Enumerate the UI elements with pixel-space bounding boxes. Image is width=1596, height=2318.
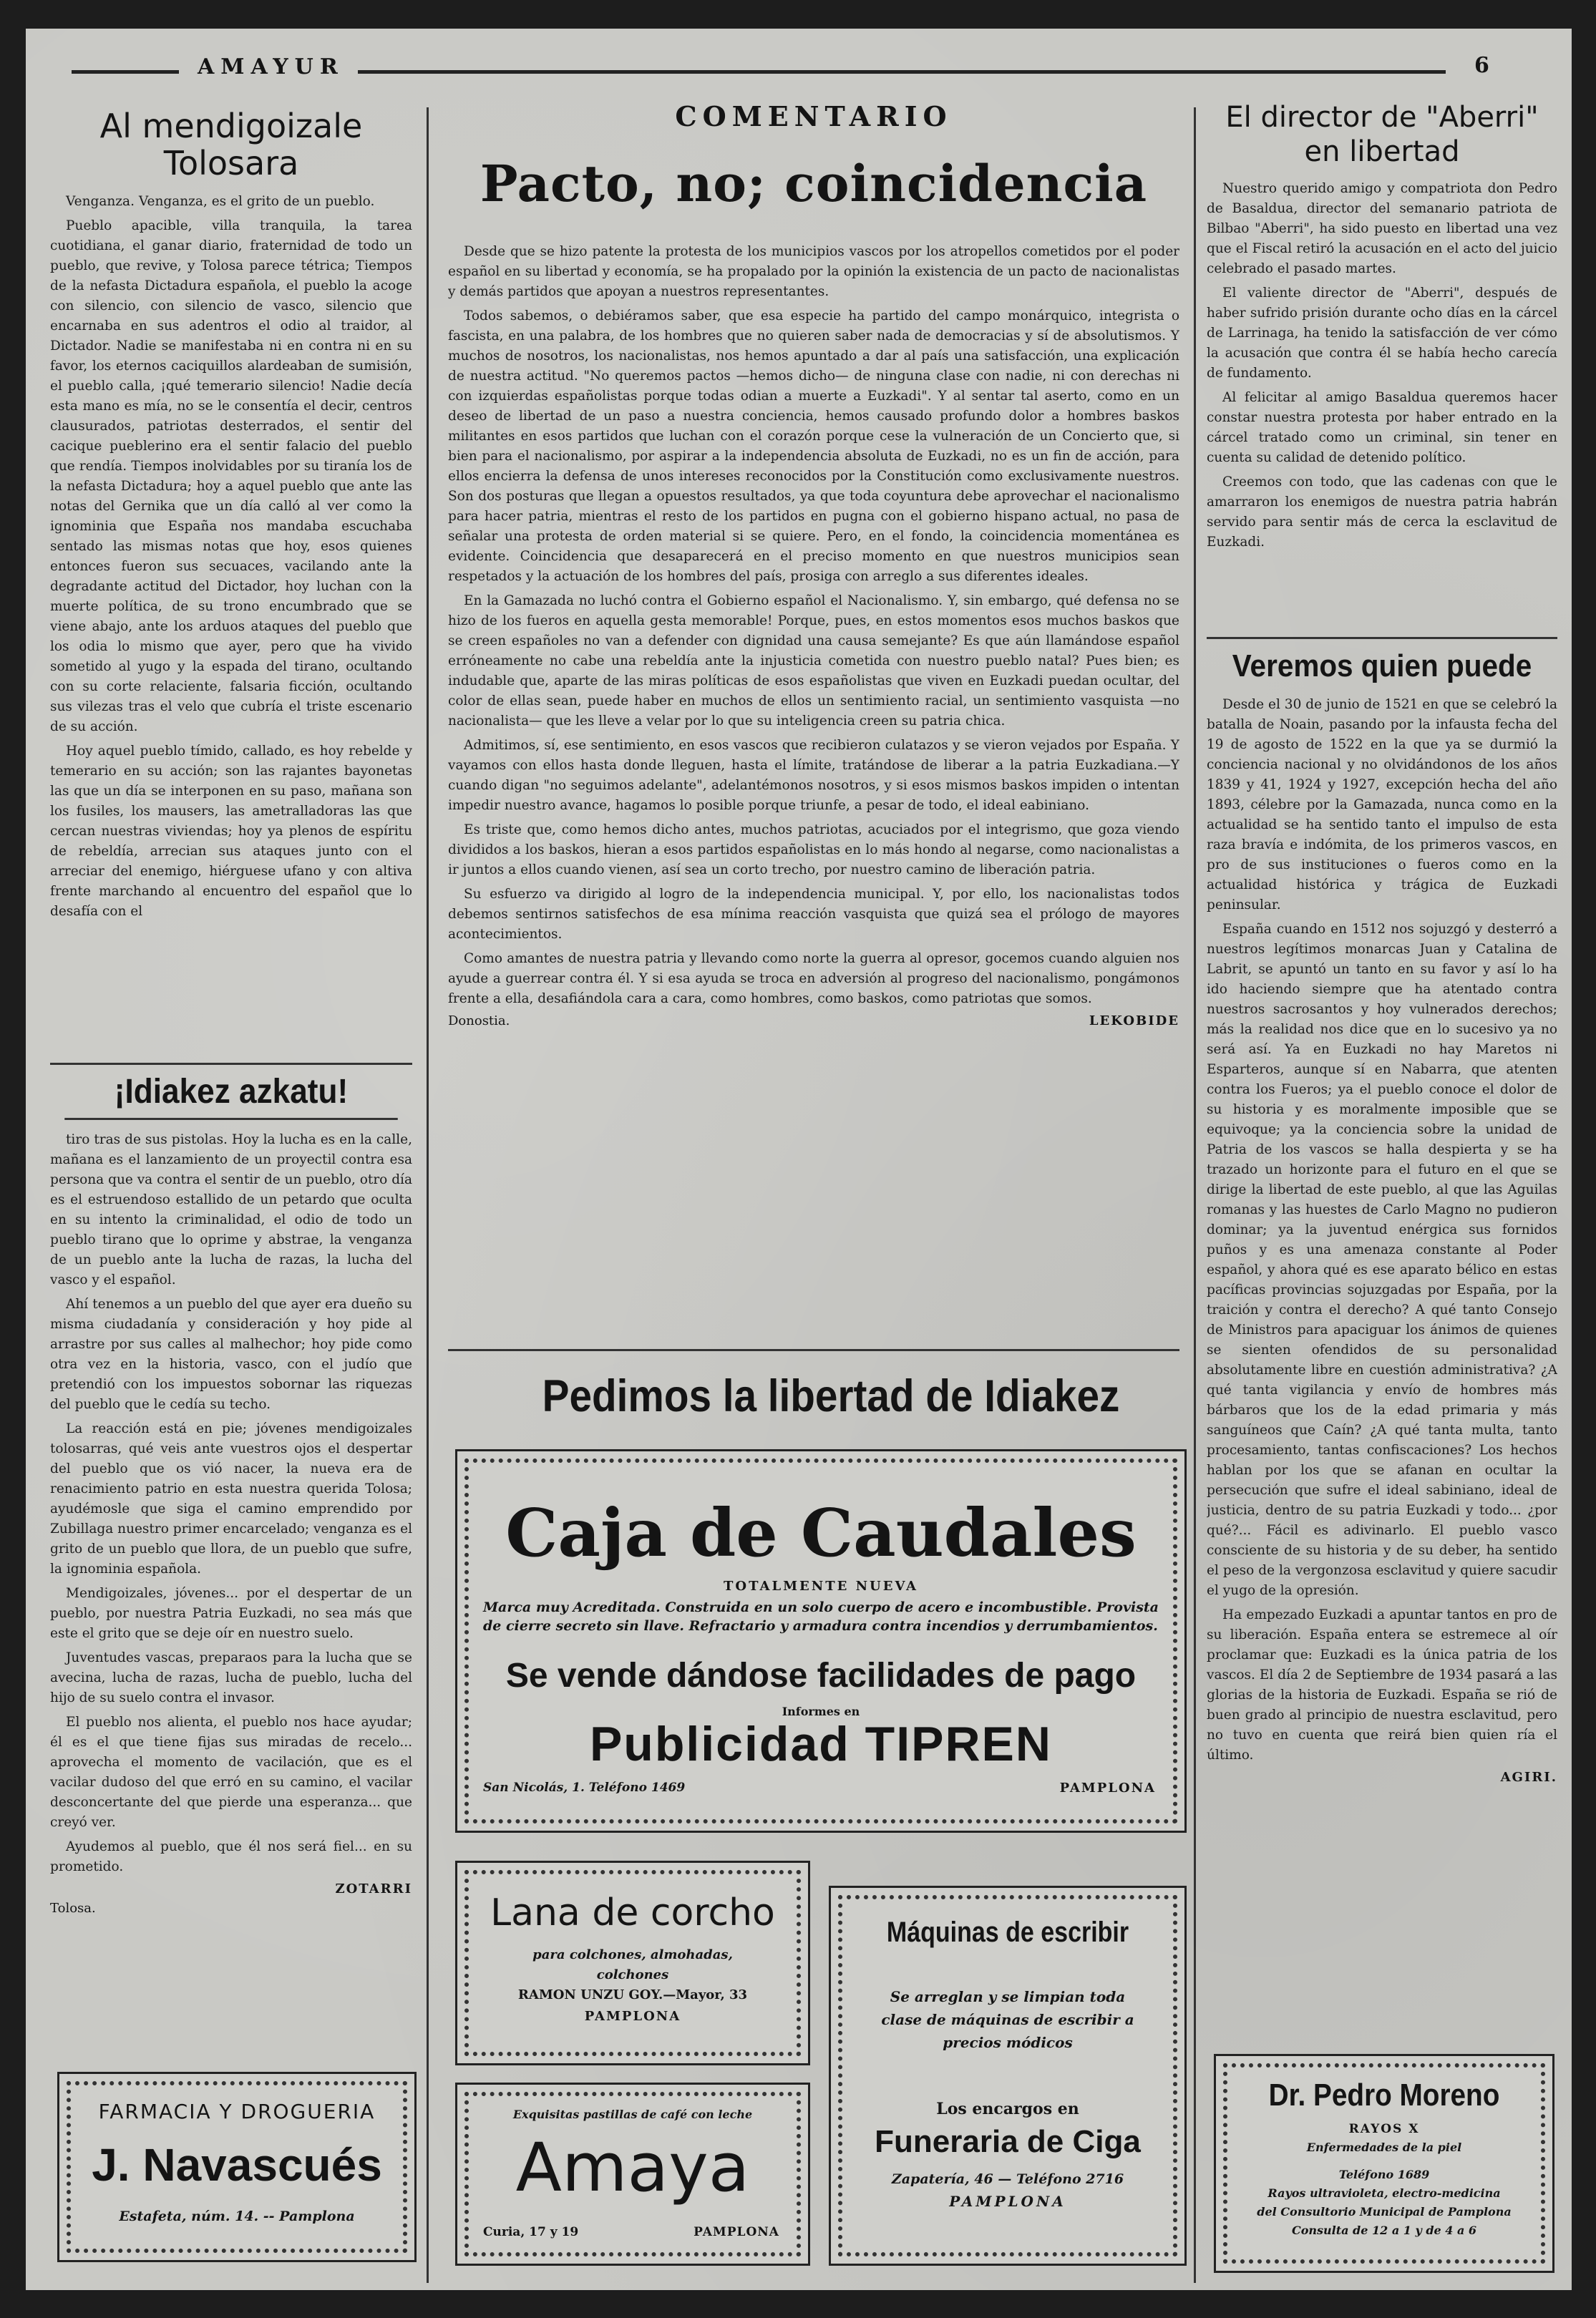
article-paragraph: España cuando en 1512 nos sojuzgó y desterró a nuestros legítimos monarcas Juan y Catalina de Labrit, se apuntó un tanto en su favor y así lo ha ido haciendo siempre que ha atentado contra nuestros sacrosantos y hoy vulnerados derechos; más la realidad nos dice que en lo sucesivo ya no será así. Ya en Euzkadi no hay Maretos ni Esparteros, aunque sí en Nabarra, que atenten contra los Fueros; ya el pueblo conoce el dolor de su historia y es moralmente imposible que se equivoque; ya la conciencia sobre la unidad de Patria de los vascos se halla despierta y se ha trazado un horizonte para el futuro en el que se dirige la libertad de este pueblo, al que las Aguilas romanas y las huestes de Carlo Magno no pudieron dominar; ya la juventud enérgica sus fornidos puños y es una amenaza constante al Poder español, y ahora qué es ese aparato bélico en estas pacíficas provincias sojuzgadas por España, por la traición y contra el derecho? A qué tanto Consejo de Ministros para apaciguar los ánimos de quienes se sienten ofendidos de su personalidad absolutamente libre en cuestión administrativa? ¿A qué tanta vigilancia y envío de hombres más bárbaros que los de la edad primaria y más sanguíneos que Caín? ¿A qué tanta multa, tanto procesamiento, tantas confiscaciones? Los hechos hablan por los que se afanan en ocultar la persecución que sufre el ideal sabiniano, ideal de justicia, dentro de su patria Euzkadi y todo... ¿por qué?... Fácil es adivinarlo. El pueblo vasco consciente de su historia y de su deber, ha sentido el peso de la vergonzosa esclavitud y quiere sacudir el yugo de la opresión. xyxy=(1207,922,1557,1598)
ad-line: del Consultorio Municipal de Pamplona xyxy=(1257,2205,1512,2219)
article-signature: AGIRI. xyxy=(1500,1770,1557,1785)
ad-city: PAMPLONA xyxy=(1059,1781,1156,1796)
ad-brand: Publicidad TIPREN xyxy=(589,1717,1053,1771)
page-number: 6 xyxy=(1474,53,1489,78)
masthead-rule-right xyxy=(358,70,1446,74)
article-comentario xyxy=(448,100,1179,1317)
article-paragraph: Desde el 30 de junio de 1521 en que se celebró la batalla de Noain, pasando por la infausta fecha del 19 de agosto de 1522 en la que ya se durmió la conciencia nacional y no olvidándonos de los años 1839 y 41, 1924 y 1927, excepción hecha del año 1893, célebre por la Gamazada, nunca como en la actualidad se ha sentido tanto el impulso de esta raza bravía e indómita, de los primeros vascos, en pro de sus instituciones o fueros como en la actualidad histórica y trágica de Euzkadi peninsular. xyxy=(1207,697,1557,912)
article-paragraph: Es triste que, como hemos dicho antes, muchos patriotas, acuciados por el integrismo, que goza viendo divididos a los baskos, hieran a esos partidos españolistas en lo más hondo al negarse, como nacionalistas a ir juntos a ellos cuando vienen, así sea un corto trecho, por nuestro camino de liberación patria. xyxy=(448,822,1179,877)
ad-line: RAYOS X xyxy=(1348,2122,1420,2136)
article-paragraph: Desde que se hizo patente la protesta de los municipios vascos por los atropellos cometidos por el poder español en su libertad y economía, se ha propalado por la opinión la existencia de un pacto de nacionalistas y demás partidos que apoyan a nuestros representantes. xyxy=(448,244,1179,299)
ad-maquinas-escribir xyxy=(829,1886,1187,2266)
ad-line: Consulta de 12 a 1 y de 4 a 6 xyxy=(1291,2224,1477,2237)
column-rule-right xyxy=(1194,107,1196,2283)
column-rule-left xyxy=(427,107,429,2283)
ad-line: Se arreglan y se limpian toda xyxy=(890,1988,1126,2005)
article-paragraph: La reacción está en pie; jóvenes mendigoizales tolosarras, qué veis ante vuestros ojos el despertar del pueblo que os vió nacer, la nueva era de renacimiento patrio en esta nuestra querida Tolosa; ayudémosle que siga el camino emprendido por Zubillaga nuestro primer encarcelado; venganza es el grito de un pueblo que llora, de un pueblo que sufre, la ignominia española. xyxy=(50,1421,412,1577)
article-aberri xyxy=(1207,100,1557,630)
article-paragraph: Como amantes de nuestra patria y llevando como norte la guerra al opresor, gocemos cuando alguien nos ayude a guerrear contra él. Y si esa ayuda se troca en adversión al progreso del nacionalismo, pongámonos frente a ella, desafiándola cara a cara, como hombres, como baskos, como patriotas que somos. xyxy=(448,951,1179,1006)
article-paragraph: Su esfuerzo va dirigido al logro de la independencia municipal. Y, por ello, los nacionalistas todos debemos sentirnos satisfechos de esa mínima reacción vasquista que quizá sea el prólogo de mayores acontecimientos. xyxy=(448,887,1179,942)
article-signature: ZOTARRI xyxy=(335,1881,412,1896)
newspaper-page xyxy=(26,29,1572,2290)
article-footer xyxy=(448,1013,1179,1028)
ad-line: precios módicos xyxy=(943,2034,1073,2051)
ad-line: Teléfono 1689 xyxy=(1338,2168,1430,2181)
ad-line: Exquisitas pastillas de café con leche xyxy=(512,2108,753,2121)
section-divider xyxy=(448,1349,1179,1351)
ad-funeraria: Funeraria de Ciga xyxy=(875,2124,1141,2159)
masthead-title: AMAYUR xyxy=(198,54,344,79)
article-headline: ¡Idiakez azkatu! xyxy=(64,1073,398,1120)
banner-headline: Pedimos la libertad de Idiakez xyxy=(542,1371,1120,1421)
ad-line: para colchones, almohadas, xyxy=(532,1947,733,1962)
article-signature: LEKOBIDE xyxy=(1089,1013,1179,1028)
article-paragraph: En la Gamazada no luchó contra el Gobierno español el Nacionalismo. Y, sin embargo, qué defensa no se hizo de los fueros en aquella gesta memorable! Porque, pues, en estos momentos esos muchos baskos que se creen españoles no van a defender con dignidad una causa semejante? Es que aún llamándose español erróneamente no cabe una rebeldía ante la injusticia cometida con nuestro pueblo natal? Pues bien; es indudable que, aparte de las miras políticas de esos españolistas que viven en Euzkadi puedan ocultar, del color de ellas sean, puede haber en muchos de ellos un sentimiento racial, un sentimiento vasquista —no nacionalista— que les lleve a velar por lo que su inteligencia creen su patria chica. xyxy=(448,593,1179,729)
ad-line: Rayos ultravioleta, electro-medicina xyxy=(1267,2186,1501,2200)
article-paragraph: Ha empezado Euzkadi a apuntar tantos en pro de su liberación. España entera se estremece al oír proclamar que: Euzkadi es la única patria de los vascos. El día 2 de Septiembre de 1934 pasará a las glorias de la historia de Euzkadi. España se rió de buen grado al principio de nuestra esclavitud, pero no tuvo en cuenta que reirá bien quien ría el último. xyxy=(1207,1607,1557,1763)
ad-dr-moreno xyxy=(1214,2054,1554,2273)
ad-line: colchones xyxy=(596,1967,669,1982)
article-idiakez xyxy=(50,1073,412,2054)
ad-sale: Se vende dándose facilidades de pago xyxy=(505,1657,1137,1695)
ad-line: Zapatería, 46 — Teléfono 2716 xyxy=(891,2171,1124,2187)
masthead-rule-left xyxy=(72,70,179,74)
article-place: Tolosa. xyxy=(50,1901,96,1916)
article-paragraph: Juventudes vascas, preparaos para la lucha que se avecina, lucha de razas, lucha de pueblo, lucha del hijo de su suelo contra el invasor. xyxy=(50,1650,412,1705)
article-veremos xyxy=(1207,648,1557,2025)
ad-amaya xyxy=(455,2083,810,2266)
ad-name: J. Navascués xyxy=(92,2139,382,2191)
ad-city: PAMPLONA xyxy=(694,2225,779,2239)
article-paragraph: Ayudemos al pueblo, que él nos será fiel... en su prometido. xyxy=(50,1839,412,1874)
ad-line: Enfermedades de la piel xyxy=(1306,2141,1462,2154)
ad-title: Lana de corcho xyxy=(490,1891,775,1934)
article-paragraph: Venganza. Venganza, es el grito de un pueblo. xyxy=(66,194,375,209)
section-divider xyxy=(1207,637,1557,639)
ad-info: Informes en xyxy=(782,1705,860,1718)
ad-subtitle: TOTALMENTE NUEVA xyxy=(724,1579,918,1594)
masthead xyxy=(57,54,1517,83)
article-headline: Al mendigoizale Tolosara xyxy=(99,107,363,182)
ad-line: RAMON UNZU GOY.—Mayor, 33 xyxy=(517,1987,748,2002)
ad-line: Los encargos en xyxy=(936,2100,1079,2118)
article-headline: Pacto, no; coincidencia xyxy=(480,154,1148,213)
ad-lana-corcho xyxy=(455,1861,810,2065)
article-paragraph: Admitimos, sí, ese sentimiento, en esos vascos que recibieron culatazos y se vieron vejados por España. Y vayamos con ellos hasta donde lleguen, hasta el límite, tratándose de liberar a la patria Euzkadiana.—Y cuando digan "no seguimos adelante", adelantémonos nosotros, y si esos mismos baskos impiden o intentan impedir nuestro avance, hagamos lo posible porque triunfe, a pesar de todo, el ideal eabiniano. xyxy=(448,738,1179,813)
ad-description: Marca muy Acreditada. Construida en un solo cuerpo de acero e incombustible. Provista de cierre secreto sin llave. Refractario y armadura contra incendios y derrumbamientos. xyxy=(483,1599,1159,1634)
article-paragraph: Creemos con todo, que las cadenas con que le amarraron los enemigos de nuestra patria habrán servido para sentir más de cerca la esclavitud de Euzkadi. xyxy=(1207,474,1557,550)
article-paragraph: El valiente director de "Aberri", después de haber sufrido prisión durante ocho días en la cárcel de Larrinaga, ha tenido la satisfacción de ver cómo la acusación que contra él se había hecho carecía de fundamento. xyxy=(1207,286,1557,381)
article-paragraph: tiro tras de sus pistolas. Hoy la lucha es en la calle, mañana es el lanzamiento de un proyectil contra esa persona que va contra el sentir de un pueblo, otro día es el estruendoso estallido de un petardo que oculta en su intento la criminalidad, el odio de todo un pueblo tirano que lo oprime y abstrae, la venganza de un pueblo ante la lucha de razas, la lucha del vasco y el español. xyxy=(50,1132,412,1287)
ad-title: Caja de Caudales xyxy=(505,1494,1137,1572)
article-mendigoizale xyxy=(50,107,412,1059)
ad-caja-caudales xyxy=(455,1449,1187,1833)
ad-name: Amaya xyxy=(515,2129,750,2207)
article-paragraph: Al felicitar al amigo Basaldua queremos hacer constar nuestra protesta por haber entrado en la cárcel tratado como un criminal, sin tener en cuenta su calidad de detenido político. xyxy=(1207,390,1557,465)
ad-line: PAMPLONA xyxy=(949,2193,1066,2210)
article-headline: El director de "Aberri" en libertad xyxy=(1225,101,1539,168)
ad-address: Estafeta, núm. 14. -- Pamplona xyxy=(119,2209,355,2224)
ad-name: Dr. Pedro Moreno xyxy=(1268,2078,1500,2113)
article-paragraph: Pueblo apacible, villa tranquila, la tarea cuotidiana, el ganar diario, fraternidad de todo un pueblo, que revive, y Tolosa parece tétrica; Tiempos de la nefasta Dictadura española, el pueblo la acoge con silencio, con silencio de vasco, silencio que encarnaba en sus adentros el odio al traidor, al Dictador. Nadie se manifestaba ni en contra ni en su favor, los eternos caciquillos alardeaban de sumisión, el pueblo calla, ¡qué temerario silencio! Nadie decía esta mano es mía, no se le consentía el decir, centros clausurados, patriotas desterrados, el sentir del cacique pueblerino era el sentir falacio del pueblo que rendía. Tiempos inolvidables por su tiranía los de la nefasta Dictadura; hoy a aquel pueblo que ante las notas del Gernika que un día calló al ver como la ignominia que España nos mandaba escuchaba sentado las mismas notas que hoy, esos quienes entonces fueron sus secuaces, vacilando ante la degradante actitud del Dictador, hoy luchan con la muerte política, de su trono encumbrado que se viene abajo, ante los arduos ataques del pueblo que los odia lo mismo que ayer, pero que ha vivido sometido al yugo y la espada del tirano, ocultando con su corte relaciente, falsaria ficción, ocultando sus vilezas tras el velo que cubría el triste escenario de su acción. xyxy=(50,218,412,734)
ad-farmacia xyxy=(57,2072,417,2262)
ad-line: FARMACIA Y DROGUERIA xyxy=(98,2100,376,2123)
article-paragraph: Hoy aquel pueblo tímido, callado, es hoy rebelde y temerario en su acción; son las rajantes bayonetas las que un día se interponen en su paso, mañana son los fusiles, los mausers, las ametralladoras las que cercan nuestras viviendas; hoy ya plenos de espíritu de rebeldía, arrecian sus ataques junto con el arreciar del enemigo, hiérguese ufano y con altiva frente marchando al encuentro del español que lo desafía con el xyxy=(50,744,412,919)
article-paragraph: Nuestro querido amigo y compatriota don Pedro de Basaldua, director del semanario patriota de Bilbao "Aberri", ha sido puesto en libertad una vez que el Fiscal retiró la acusación en el acto del juicio celebrado el pasado martes. xyxy=(1207,181,1557,276)
section-kicker: COMENTARIO xyxy=(675,100,953,132)
ad-address: San Nicolás, 1. Teléfono 1469 xyxy=(483,1781,686,1795)
ad-line: PAMPLONA xyxy=(584,2009,681,2024)
section-divider xyxy=(50,1063,412,1065)
article-place: Donostia. xyxy=(448,1013,510,1028)
article-paragraph: El pueblo nos alienta, el pueblo nos hace ayudar; él es el que tiene fijas sus miradas de recelo... aprovecha el momento de vacilación, que es el vacilar dudoso del que erró en su camino, el vacilar desconcertante del que pierde una esperanza... que creyó ver. xyxy=(50,1715,412,1830)
article-headline: Veremos quien puede xyxy=(1232,648,1532,683)
ad-title: Máquinas de escribir xyxy=(886,1917,1129,1948)
article-paragraph: Ahí tenemos a un pueblo del que ayer era dueño su misma ciudadanía y consideración y hoy pide al arrastre por sus calles al malhechor; hoy pide como otra vez en la historia, vasco, con el judío que pretendió con los impuestos sobornar las riquezas del pueblo que le cedía su techo. xyxy=(50,1297,412,1412)
article-paragraph: Todos sabemos, o debiéramos saber, que esa especie ha partido del campo monárquico, integrista o fascista, en una palabra, de los hombres que no quieren saber nada de democracias y sí de absolutismos. Y muchos de nosotros, los nacionalistas, nos hemos apuntado a dar al país una satisfacción, una explicación de nuestra actitud. "No queremos pactos —hemos dicho— de ninguna clase con nadie, ni con derechas ni con izquierdas españolistas porque todas odian a muerte a Euzkadi". Y al sentar tal aserto, como en un deseo de libertad de un paso a nuestra conciencia, hemos causado profundo dolor a hombres baskos militantes en esos partidos que luchan con el corazón porque cese la vulneración de un Concierto que, si bien para el nacionalismo, por aspirar a la independencia absoluta de Euzkadi, no es un fin de acción, para ellos encierra la defensa de unos intereses reconocidos por la Constitución como exclusivamente nuestros. Son dos posturas que llegan a opuestos resultados, ya que toda coyuntura debe aprovechar el nacionalismo para hacer patria, mientras el resto de los partidos en pugna con el gobierno hispano actual, no pasa de señalar una protesta de orden material si se quiere. Pero, en el fondo, la coincidencia momentánea es evidente. Coincidencia que desaparecerá en el preciso momento en que nuestros municipios sean respetados y la actuación de los hombres del país, prosiga con arreglo a sus diferentes ideales. xyxy=(448,308,1179,584)
ad-address: Curia, 17 y 19 xyxy=(483,2225,579,2239)
article-paragraph: Mendigoizales, jóvenes... por el despertar de un pueblo, por nuestra Patria Euzkadi, no sea más que este el grito que se deje oír en nuestro suelo. xyxy=(50,1586,412,1641)
ad-line: clase de máquinas de escribir a xyxy=(881,2011,1134,2028)
